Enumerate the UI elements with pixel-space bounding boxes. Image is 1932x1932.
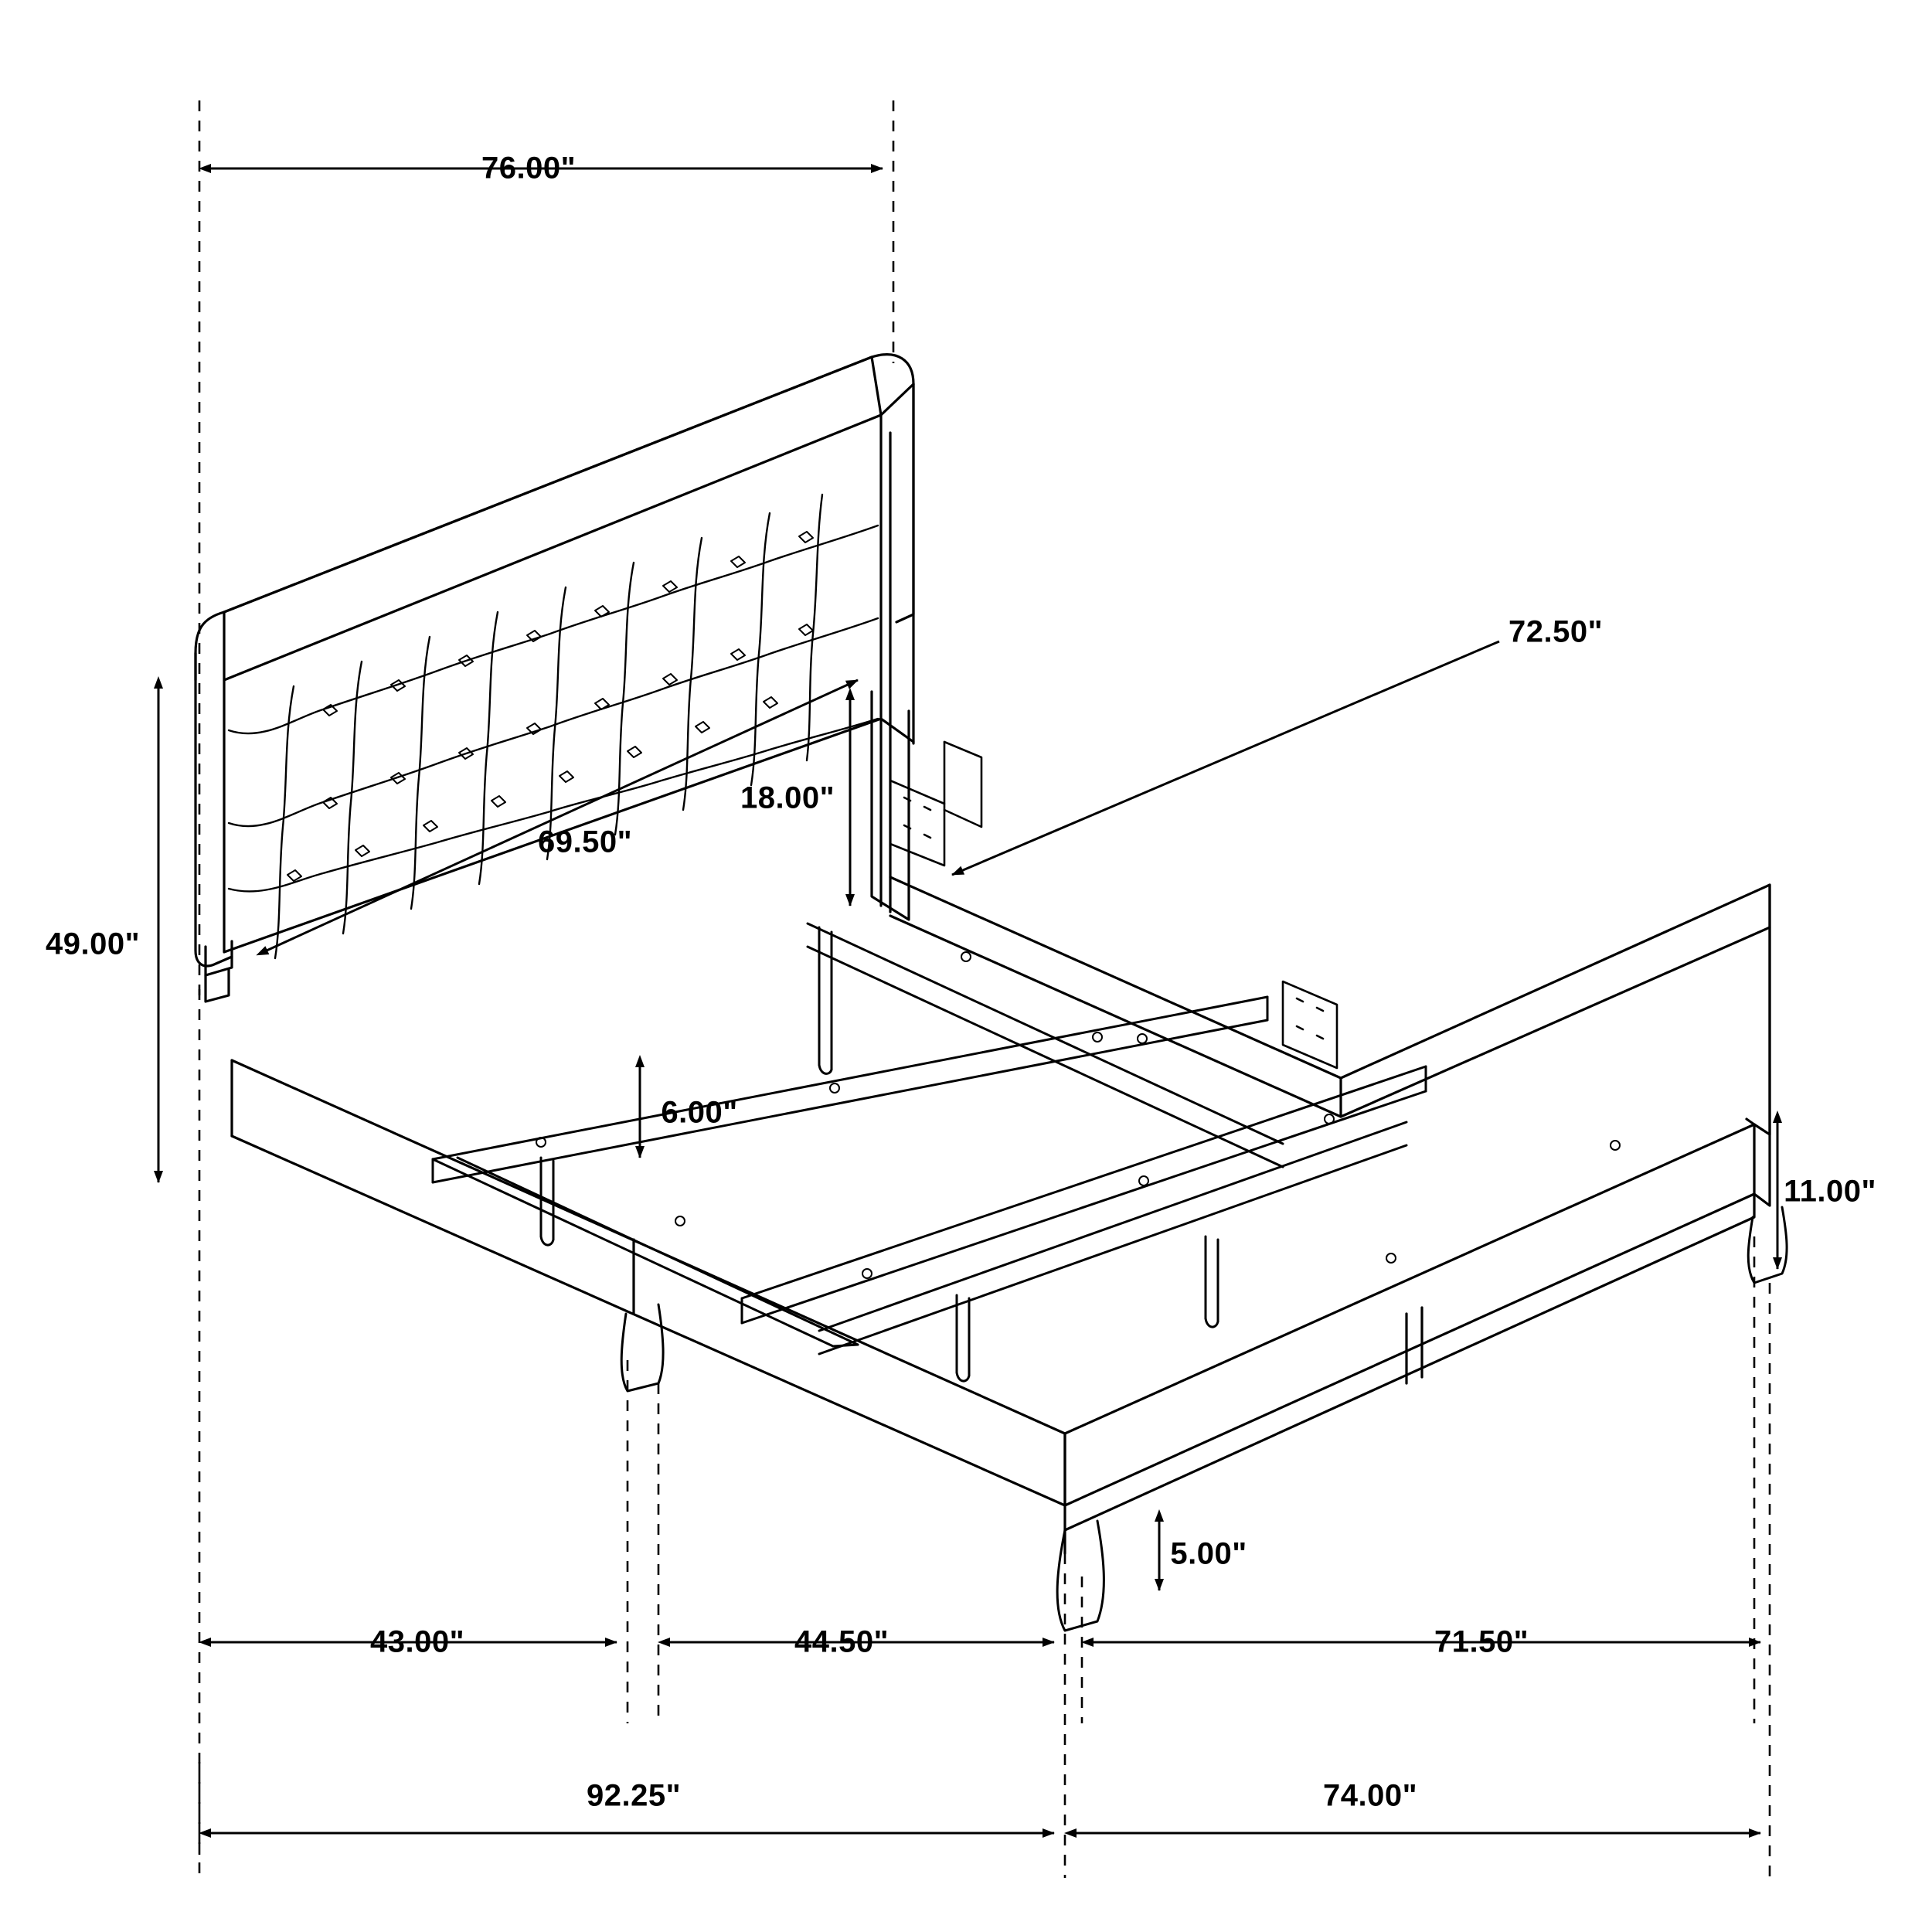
headboard-panel: [196, 355, 913, 966]
bed-illustration: [196, 355, 1787, 1631]
dim-label-overall-length-left: 92.25": [586, 1778, 682, 1813]
dim-label-interior-width: 72.50": [1508, 614, 1604, 649]
dim-label-slat-clearance: 6.00": [661, 1095, 738, 1130]
dimension-lines: [158, 100, 1777, 1878]
headboard-posts: [206, 433, 909, 1002]
dim-label-headboard-above-rail: 18.00": [740, 781, 835, 815]
extension-lines: [199, 100, 1770, 1878]
center-support-legs: [541, 927, 1218, 1381]
dim-label-leg-height: 5.00": [1170, 1536, 1247, 1571]
dim-label-footprint-mid: 44.50": [794, 1624, 889, 1659]
dim-interior-width-leader: [952, 641, 1499, 875]
dim-label-overall-height: 49.00": [45, 927, 141, 961]
slat-supports: [433, 923, 1620, 1354]
dim-label-headboard-panel-width: 69.50": [537, 825, 633, 859]
dim-label-footprint-right: 71.50": [1434, 1624, 1529, 1659]
dim-label-footprint-left: 43.00": [369, 1624, 465, 1659]
dim-label-side-rail-height: 11.00": [1784, 1174, 1876, 1209]
tufting-pattern: [229, 495, 878, 958]
bed-frame: [232, 742, 1770, 1553]
frame-bracket-head: [890, 742, 981, 866]
dim-label-overall-depth-right: 74.00": [1322, 1778, 1418, 1813]
dim-label-headboard-width: 76.00": [481, 151, 577, 185]
